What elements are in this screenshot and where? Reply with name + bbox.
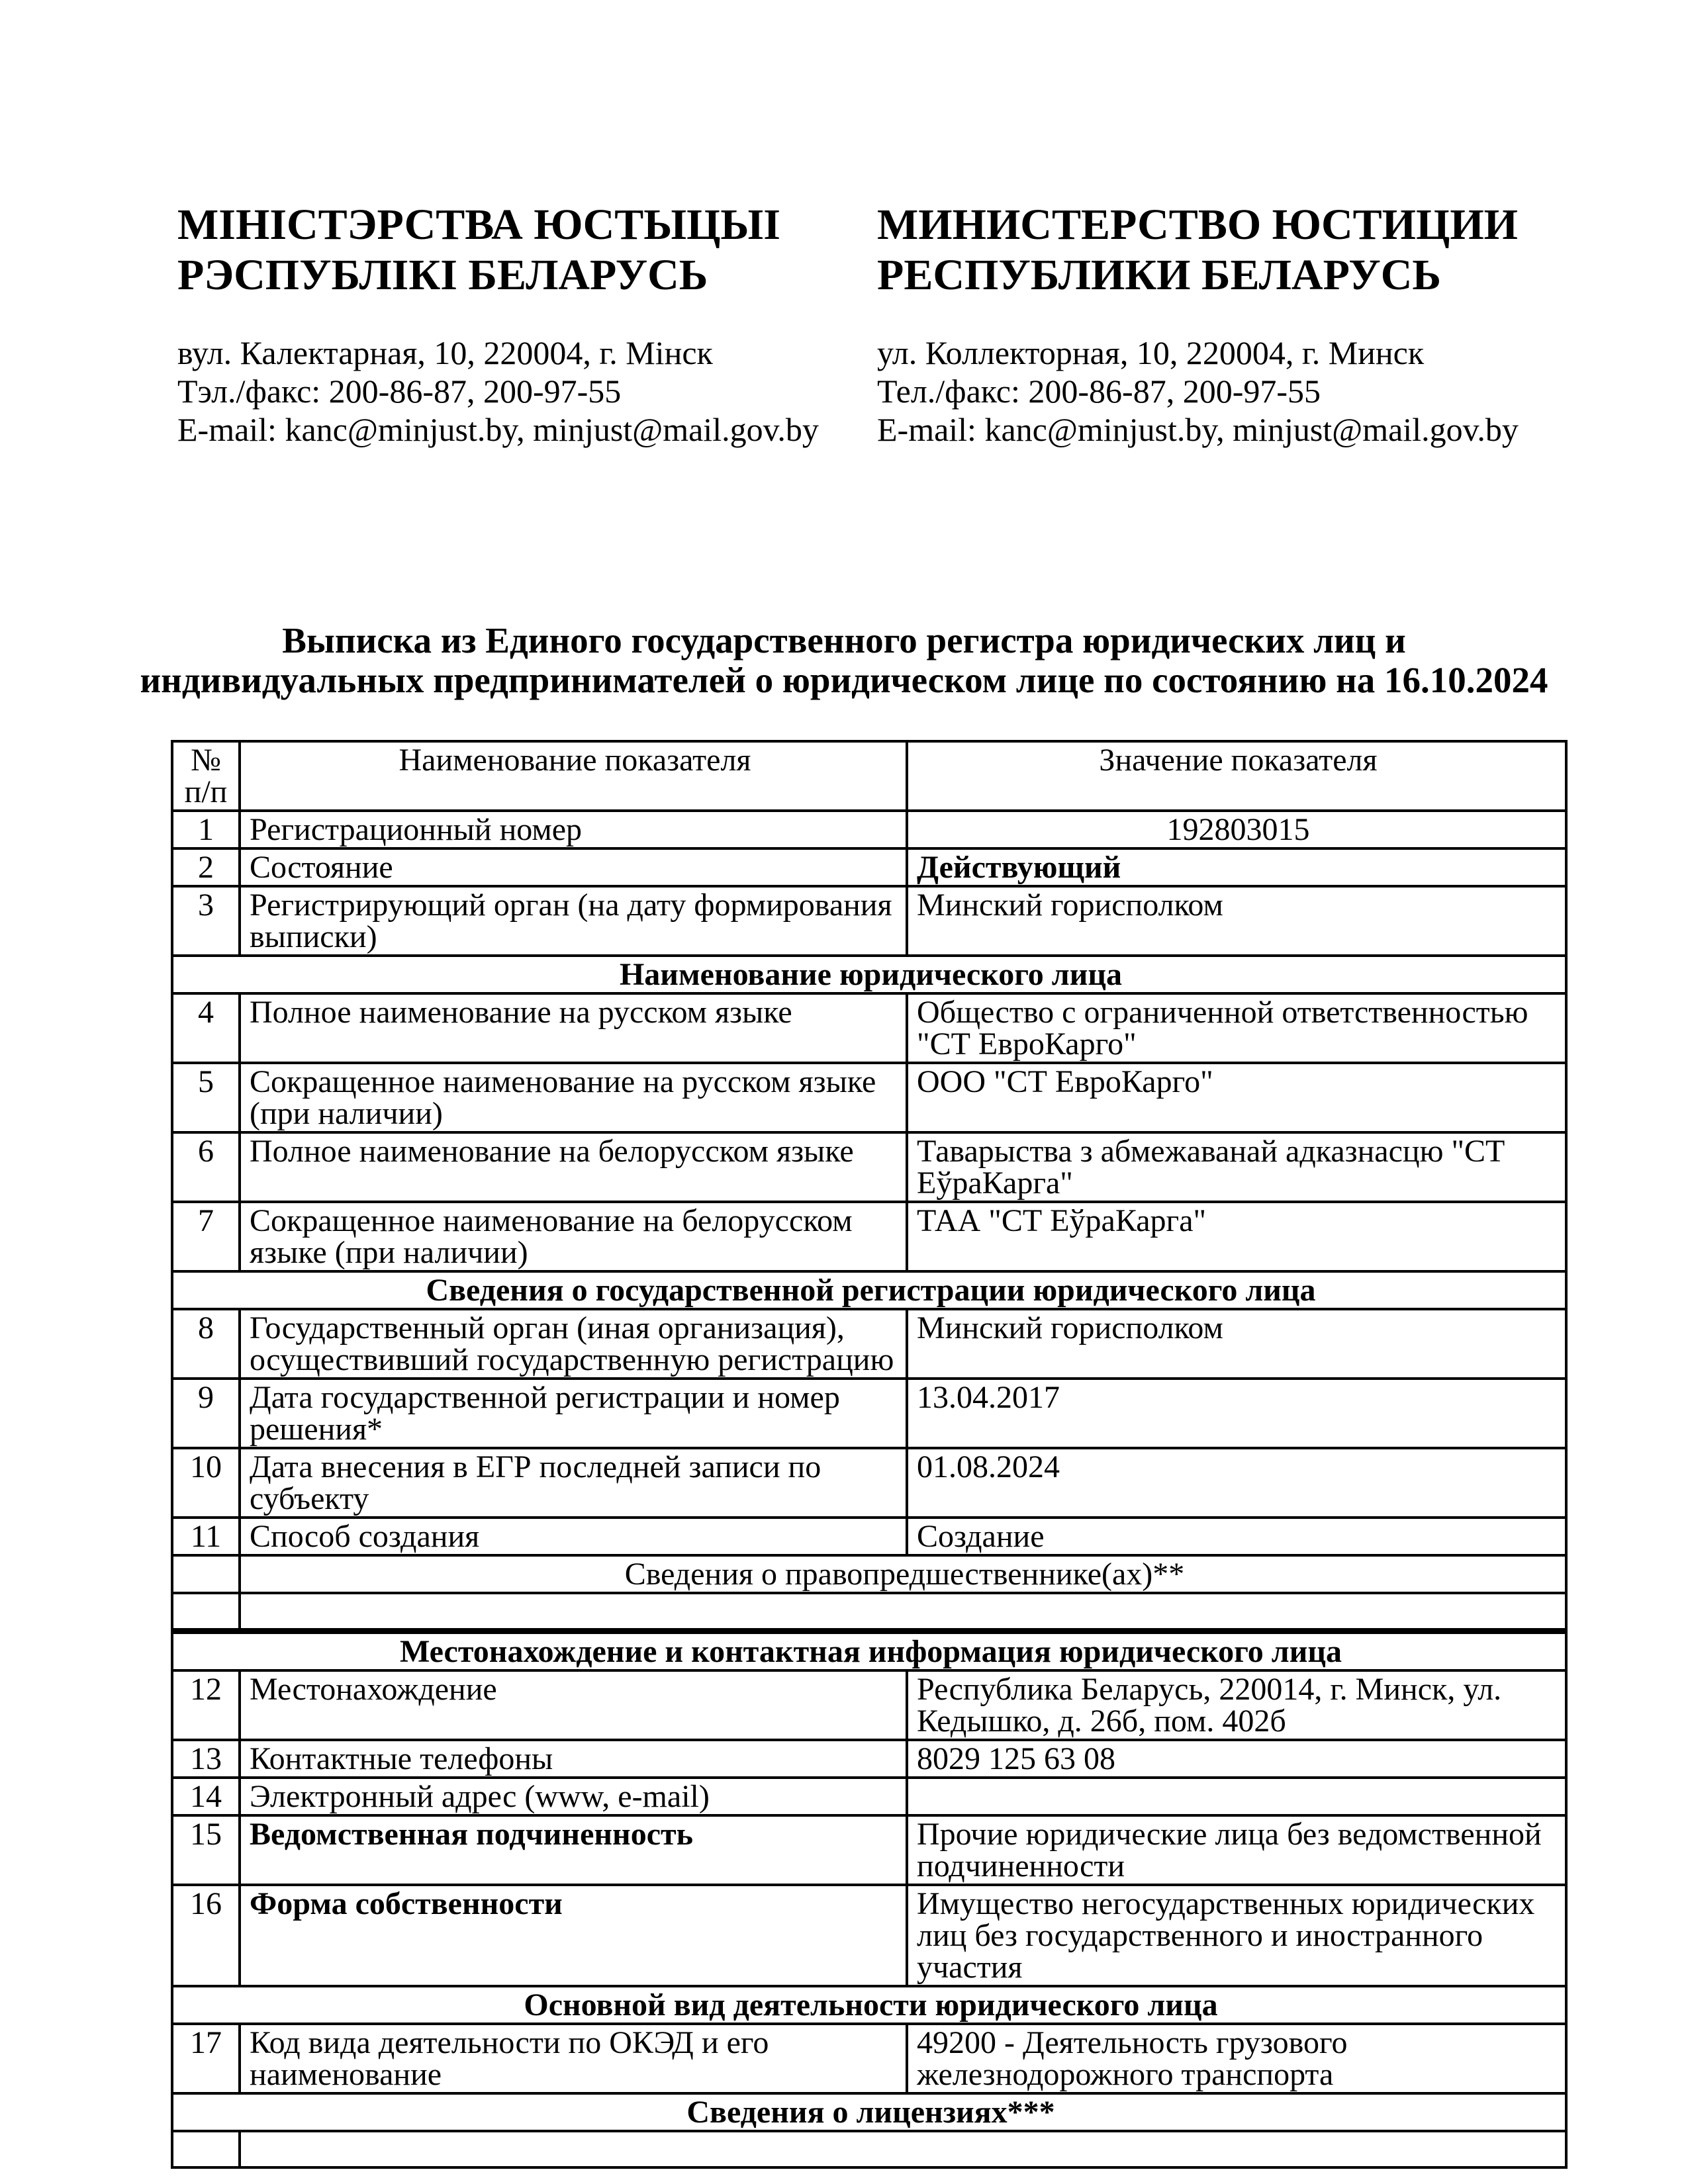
row-number-cell: 7: [172, 1202, 240, 1271]
table-row: [172, 2024, 1566, 2093]
section-title: Сведения о лицензиях***: [172, 2093, 1566, 2131]
indicator-value-cell: Общество с ограниченной ответственностью "СТ ЕвроКарго": [907, 993, 1566, 1063]
table-row: [172, 1670, 1566, 1740]
ministry-name-russian: [877, 200, 1566, 300]
section-title: Наименование юридического лица: [172, 956, 1566, 993]
indicator-name-cell: Регистрирующий орган (на дату формирования выписки): [240, 886, 907, 956]
indicator-name-cell: Форма собственности: [240, 1885, 907, 1986]
empty-row: [172, 2131, 1566, 2167]
table-header-row: [172, 741, 1566, 811]
row-number-cell: [172, 2131, 240, 2167]
table-row: [172, 886, 1566, 956]
ministry-address: вул. Калектарная, 10, 220004, г. Мінск: [177, 334, 713, 371]
document-title-line: Выписка из Единого государственного регистра юридических лиц и: [282, 620, 1406, 660]
column-header-name: Наименование показателя: [240, 741, 907, 811]
ministry-phone: Тел./факс: 200-86-87, 200-97-55: [877, 373, 1321, 410]
ministry-name-line: РЭСПУБЛІКІ БЕЛАРУСЬ: [177, 251, 708, 299]
column-header-number-bottom: п/п: [184, 774, 228, 809]
indicator-value-cell: [907, 1778, 1566, 1815]
row-number-cell: 3: [172, 886, 240, 956]
row-number-cell: [172, 1593, 240, 1631]
indicator-value-cell: Республика Беларусь, 220014, г. Минск, ул. Кедышко, д. 26б, пом. 402б: [907, 1670, 1566, 1740]
section-row: [172, 956, 1566, 993]
ministry-phone: Тэл./факс: 200-86-87, 200-97-55: [177, 373, 622, 410]
indicator-value-cell: 49200 - Деятельность грузового железнодорожного транспорта: [907, 2024, 1566, 2093]
section-row: [172, 1271, 1566, 1309]
row-number-cell: 10: [172, 1448, 240, 1518]
indicator-name-cell: Сокращенное наименование на русском языке (при наличии): [240, 1063, 907, 1132]
row-number-cell: 8: [172, 1309, 240, 1379]
table-row: [172, 1202, 1566, 1271]
ministry-name-line: МИНИСТЕРСТВО ЮСТИЦИИ: [877, 201, 1519, 249]
registry-table: [171, 740, 1568, 2169]
indicator-name-cell: Дата внесения в ЕГР последней записи по субъекту: [240, 1448, 907, 1518]
section-row: [172, 1986, 1566, 2024]
column-header-number-top: №: [191, 743, 221, 778]
section-title: Сведения о государственной регистрации юридического лица: [172, 1271, 1566, 1309]
indicator-name-cell: Регистрационный номер: [240, 811, 907, 848]
indicator-value-cell: Минский горисполком: [907, 1309, 1566, 1379]
indicator-name-cell: Государственный орган (иная организация), осуществивший государственную регистрацию: [240, 1309, 907, 1379]
indicator-value-cell: ТАА "СТ ЕўраКарга": [907, 1202, 1566, 1271]
indicator-value-cell: 8029 125 63 08: [907, 1740, 1566, 1778]
table-row: [172, 811, 1566, 848]
row-number-cell: 9: [172, 1379, 240, 1448]
section-title: Местонахождение и контактная информация юридического лица: [172, 1631, 1566, 1671]
indicator-name-cell: Контактные телефоны: [240, 1740, 907, 1778]
indicator-value-cell: 192803015: [907, 811, 1566, 848]
row-number-cell: 2: [172, 848, 240, 886]
column-header-value: Значение показателя: [907, 741, 1566, 811]
row-number-cell: 5: [172, 1063, 240, 1132]
indicator-name-cell: Электронный адрес (www, e-mail): [240, 1778, 907, 1815]
table-row: [172, 848, 1566, 886]
table-row: [172, 1885, 1566, 1986]
row-number-cell: 17: [172, 2024, 240, 2093]
indicator-value-cell: Прочие юридические лица без ведомственной подчиненности: [907, 1815, 1566, 1885]
table-row: [172, 1379, 1566, 1448]
column-header-number: [172, 741, 240, 811]
indicator-value-cell: 01.08.2024: [907, 1448, 1566, 1518]
ministry-name-line: РЕСПУБЛИКИ БЕЛАРУСЬ: [877, 251, 1442, 299]
document-title-line: индивидуальных предпринимателей о юридическом лице по состоянию на 16.10.2024: [140, 660, 1548, 700]
ministry-email: E-mail: kanc@minjust.by, minjust@mail.gov.by: [877, 411, 1519, 448]
ministry-name-line: МІНІСТЭРСТВА ЮСТЫЦЫІ: [177, 201, 780, 249]
row-number-cell: [172, 1555, 240, 1593]
ministry-email: E-mail: kanc@minjust.by, minjust@mail.gov.by: [177, 411, 819, 448]
indicator-value-cell: Таварыства з абмежаванай адказнасцю "СТ ЕўраКарга": [907, 1132, 1566, 1202]
section-row: [172, 2093, 1566, 2131]
empty-cell: [240, 2131, 1566, 2167]
row-number-cell: 1: [172, 811, 240, 848]
empty-row: [172, 1593, 1566, 1631]
section-row: [172, 1555, 1566, 1593]
row-number-cell: 14: [172, 1778, 240, 1815]
table-row: [172, 1815, 1566, 1885]
section-row: [172, 1631, 1566, 1671]
section-title: Сведения о правопредшественнике(ах)**: [240, 1555, 1566, 1593]
indicator-name-cell: Код вида деятельности по ОКЭД и его наименование: [240, 2024, 907, 2093]
document-title: [60, 621, 1628, 700]
indicator-name-cell: Полное наименование на русском языке: [240, 993, 907, 1063]
table-row: [172, 1063, 1566, 1132]
indicator-name-cell: Ведомственная подчиненность: [240, 1815, 907, 1885]
ministry-block-belarusian: [177, 200, 866, 449]
indicator-name-cell: Дата государственной регистрации и номер решения*: [240, 1379, 907, 1448]
indicator-value-cell: Создание: [907, 1518, 1566, 1555]
indicator-value-cell: Имущество негосударственных юридических лиц без государственного и иностранного участия: [907, 1885, 1566, 1986]
table-row: [172, 1309, 1566, 1379]
indicator-value-cell: Действующий: [907, 848, 1566, 886]
indicator-value-cell: 13.04.2017: [907, 1379, 1566, 1448]
ministry-contacts-russian: [877, 334, 1566, 449]
table-row: [172, 1778, 1566, 1815]
row-number-cell: 11: [172, 1518, 240, 1555]
row-number-cell: 6: [172, 1132, 240, 1202]
ministry-contacts-belarusian: [177, 334, 866, 449]
row-number-cell: 4: [172, 993, 240, 1063]
ministry-block-russian: [877, 200, 1566, 449]
indicator-name-cell: Способ создания: [240, 1518, 907, 1555]
row-number-cell: 15: [172, 1815, 240, 1885]
ministry-address: ул. Коллекторная, 10, 220004, г. Минск: [877, 334, 1425, 371]
ministry-name-belarusian: [177, 200, 866, 300]
table-row: [172, 1448, 1566, 1518]
indicator-value-cell: Минский горисполком: [907, 886, 1566, 956]
indicator-name-cell: Сокращенное наименование на белорусском языке (при наличии): [240, 1202, 907, 1271]
row-number-cell: 16: [172, 1885, 240, 1986]
table-row: [172, 1132, 1566, 1202]
row-number-cell: 12: [172, 1670, 240, 1740]
indicator-name-cell: Полное наименование на белорусском языке: [240, 1132, 907, 1202]
table-row: [172, 993, 1566, 1063]
table-row: [172, 1740, 1566, 1778]
empty-cell: [240, 1593, 1566, 1631]
table-row: [172, 1518, 1566, 1555]
indicator-value-cell: ООО "СТ ЕвроКарго": [907, 1063, 1566, 1132]
indicator-name-cell: Состояние: [240, 848, 907, 886]
indicator-name-cell: Местонахождение: [240, 1670, 907, 1740]
row-number-cell: 13: [172, 1740, 240, 1778]
section-title: Основной вид деятельности юридического лица: [172, 1986, 1566, 2024]
